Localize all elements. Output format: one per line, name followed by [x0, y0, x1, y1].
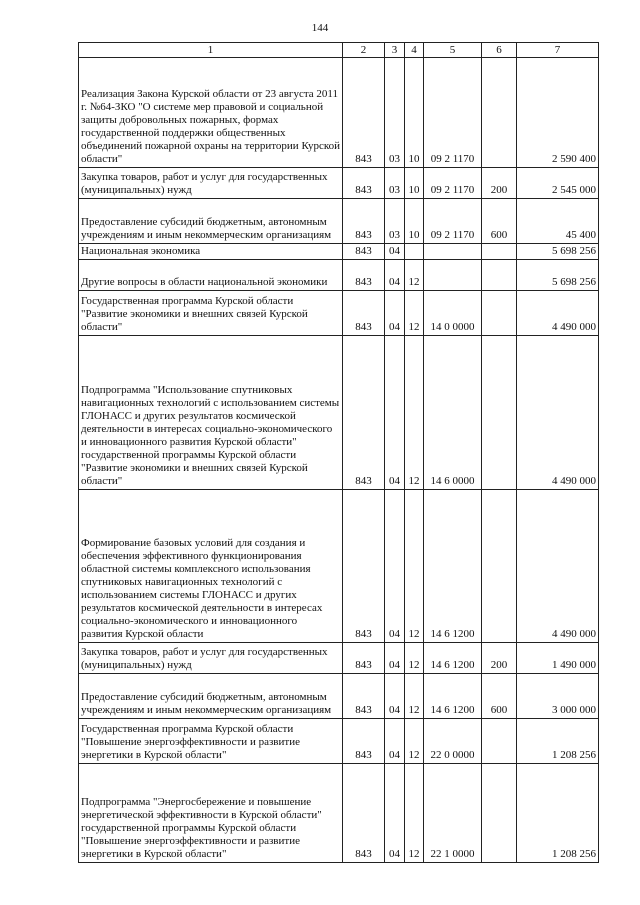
grbs-code: 843 — [343, 674, 385, 719]
row-description: Государственная программа Курской области "Повышение энергоэффективности и развитие энергетики в Курской области" — [79, 719, 343, 764]
section-code: 04 — [385, 764, 405, 863]
target-article-code: 14 6 1200 — [424, 674, 482, 719]
target-article-code: 09 2 1170 — [424, 168, 482, 199]
row-description: Государственная программа Курской области "Развитие экономики и внешних связей Курской области" — [79, 291, 343, 336]
row-description: Формирование базовых условий для создания и обеспечения эффективного функционирования областной системы комплексного использования спутниковых навигационных технологий с использованием системы ГЛОНАСС и других результатов космической деятельности в интересах социально-экономического и инновационного развития Курской области — [79, 490, 343, 643]
amount: 4 490 000 — [517, 291, 599, 336]
amount: 2 590 400 — [517, 58, 599, 168]
section-code: 03 — [385, 168, 405, 199]
table-row — [79, 490, 599, 643]
grbs-code: 843 — [343, 764, 385, 863]
row-description: Закупка товаров, работ и услуг для государственных (муниципальных) нужд — [79, 643, 343, 674]
target-article-code: 22 0 0000 — [424, 719, 482, 764]
grbs-code: 843 — [343, 719, 385, 764]
expense-type-code — [482, 58, 517, 168]
target-article-code: 09 2 1170 — [424, 199, 482, 244]
grbs-code: 843 — [343, 490, 385, 643]
row-description: Подпрограмма "Использование спутниковых навигационных технологий с использованием системы ГЛОНАСС и других результатов космической деятельности в интересах социально-экономического и инновационного развития Курской области" государственной программы Курской области "Развитие экономики и внешних связей Курской области" — [79, 336, 343, 490]
target-article-code: 14 6 0000 — [424, 336, 482, 490]
header-cell: 7 — [517, 43, 599, 58]
grbs-code: 843 — [343, 244, 385, 260]
expense-type-code — [482, 764, 517, 863]
subsection-code: 12 — [405, 260, 424, 291]
expense-type-code — [482, 490, 517, 643]
header-cell: 3 — [385, 43, 405, 58]
grbs-code: 843 — [343, 58, 385, 168]
subsection-code: 12 — [405, 490, 424, 643]
table-row — [79, 244, 599, 260]
grbs-code: 843 — [343, 199, 385, 244]
subsection-code: 10 — [405, 168, 424, 199]
subsection-code: 12 — [405, 643, 424, 674]
expense-type-code: 200 — [482, 168, 517, 199]
expense-type-code: 600 — [482, 674, 517, 719]
expense-type-code — [482, 336, 517, 490]
subsection-code — [405, 244, 424, 260]
subsection-code: 12 — [405, 336, 424, 490]
table-row — [79, 199, 599, 244]
section-code: 04 — [385, 260, 405, 291]
amount: 1 490 000 — [517, 643, 599, 674]
target-article-code: 22 1 0000 — [424, 764, 482, 863]
table-row — [79, 643, 599, 674]
header-row — [79, 43, 599, 58]
section-code: 03 — [385, 199, 405, 244]
subsection-code: 12 — [405, 674, 424, 719]
subsection-code: 12 — [405, 719, 424, 764]
row-description: Подпрограмма "Энергосбережение и повышение энергетической эффективности в Курской области" государственной программы Курской области "Повышение энергоэффективности и развитие энергетики в Курской области" — [79, 764, 343, 863]
header-cell: 2 — [343, 43, 385, 58]
expense-type-code — [482, 260, 517, 291]
amount: 4 490 000 — [517, 490, 599, 643]
target-article-code: 14 6 1200 — [424, 643, 482, 674]
subsection-code: 12 — [405, 764, 424, 863]
amount: 1 208 256 — [517, 764, 599, 863]
section-code: 04 — [385, 643, 405, 674]
header-cell: 6 — [482, 43, 517, 58]
header-cell: 1 — [79, 43, 343, 58]
grbs-code: 843 — [343, 260, 385, 291]
header-cell: 4 — [405, 43, 424, 58]
grbs-code: 843 — [343, 336, 385, 490]
amount: 5 698 256 — [517, 260, 599, 291]
row-description: Другие вопросы в области национальной экономики — [79, 260, 343, 291]
expense-type-code: 600 — [482, 199, 517, 244]
header-cell: 5 — [424, 43, 482, 58]
subsection-code: 10 — [405, 58, 424, 168]
table-row — [79, 336, 599, 490]
expense-type-code — [482, 291, 517, 336]
grbs-code: 843 — [343, 291, 385, 336]
target-article-code — [424, 260, 482, 291]
row-description: Закупка товаров, работ и услуг для государственных (муниципальных) нужд — [79, 168, 343, 199]
subsection-code: 12 — [405, 291, 424, 336]
target-article-code: 09 2 1170 — [424, 58, 482, 168]
section-code: 03 — [385, 58, 405, 168]
row-description: Национальная экономика — [79, 244, 343, 260]
section-code: 04 — [385, 336, 405, 490]
expense-type-code — [482, 244, 517, 260]
row-description: Реализация Закона Курской области от 23 августа 2011 г. №64-ЗКО "О системе мер правовой и социальной защиты добровольных пожарных, формах государственной поддержки общественных объединений пожарной охраны на территории Курской области" — [79, 58, 343, 168]
table-row — [79, 291, 599, 336]
grbs-code: 843 — [343, 168, 385, 199]
row-description: Предоставление субсидий бюджетным, автономным учреждениям и иным некоммерческим организациям — [79, 674, 343, 719]
section-code: 04 — [385, 490, 405, 643]
amount: 1 208 256 — [517, 719, 599, 764]
section-code: 04 — [385, 244, 405, 260]
table-row — [79, 260, 599, 291]
amount: 2 545 000 — [517, 168, 599, 199]
table-row — [79, 168, 599, 199]
target-article-code: 14 6 1200 — [424, 490, 482, 643]
grbs-code: 843 — [343, 643, 385, 674]
subsection-code: 10 — [405, 199, 424, 244]
expense-type-code: 200 — [482, 643, 517, 674]
row-description: Предоставление субсидий бюджетным, автономным учреждениям и иным некоммерческим организациям — [79, 199, 343, 244]
expense-type-code — [482, 719, 517, 764]
amount: 3 000 000 — [517, 674, 599, 719]
section-code: 04 — [385, 719, 405, 764]
amount: 4 490 000 — [517, 336, 599, 490]
table-row — [79, 674, 599, 719]
amount: 5 698 256 — [517, 244, 599, 260]
table-row — [79, 764, 599, 863]
section-code: 04 — [385, 291, 405, 336]
budget-table — [78, 42, 599, 863]
amount: 45 400 — [517, 199, 599, 244]
table-row — [79, 719, 599, 764]
target-article-code — [424, 244, 482, 260]
section-code: 04 — [385, 674, 405, 719]
table-row — [79, 58, 599, 168]
target-article-code: 14 0 0000 — [424, 291, 482, 336]
page-number: 144 — [311, 22, 329, 34]
